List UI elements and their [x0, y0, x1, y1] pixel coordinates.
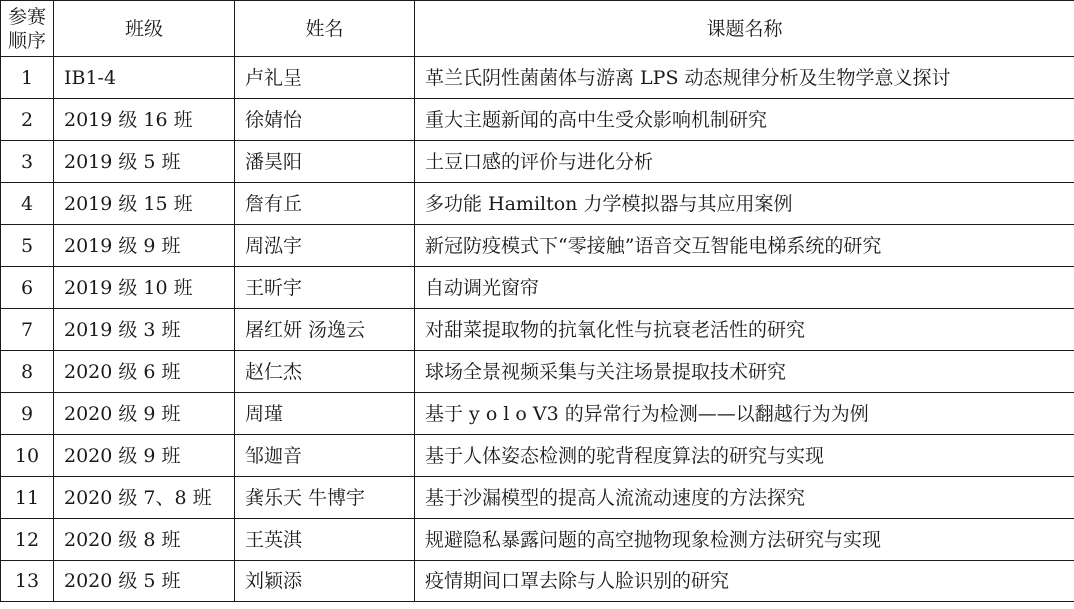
cell-topic: 自动调光窗帘 — [415, 267, 1074, 309]
cell-class: 2019 级 3 班 — [54, 309, 235, 351]
table-body — [1, 57, 1074, 602]
cell-topic: 新冠防疫模式下“零接触”语音交互智能电梯系统的研究 — [415, 225, 1074, 267]
cell-name: 周泓宇 — [235, 225, 415, 267]
cell-order: 4 — [1, 183, 54, 225]
table-row — [1, 183, 1074, 225]
table-row — [1, 351, 1074, 393]
cell-class: 2020 级 6 班 — [54, 351, 235, 393]
cell-name: 赵仁杰 — [235, 351, 415, 393]
header-topic: 课题名称 — [415, 1, 1074, 57]
cell-name: 王英淇 — [235, 519, 415, 561]
cell-class: 2020 级 8 班 — [54, 519, 235, 561]
cell-topic: 基于 y o l o V3 的异常行为检测——以翻越行为为例 — [415, 393, 1074, 435]
cell-topic: 基于沙漏模型的提高人流流动速度的方法探究 — [415, 477, 1074, 519]
cell-order: 3 — [1, 141, 54, 183]
cell-class: 2019 级 5 班 — [54, 141, 235, 183]
cell-topic: 革兰氏阴性菌菌体与游离 LPS 动态规律分析及生物学意义探讨 — [415, 57, 1074, 99]
cell-order: 1 — [1, 57, 54, 99]
table-row — [1, 309, 1074, 351]
table-row — [1, 141, 1074, 183]
cell-class: 2019 级 16 班 — [54, 99, 235, 141]
cell-topic: 球场全景视频采集与关注场景提取技术研究 — [415, 351, 1074, 393]
cell-class: 2019 级 15 班 — [54, 183, 235, 225]
cell-topic: 土豆口感的评价与进化分析 — [415, 141, 1074, 183]
cell-name: 屠红妍 汤逸云 — [235, 309, 415, 351]
cell-name: 潘昊阳 — [235, 141, 415, 183]
table-row — [1, 393, 1074, 435]
cell-name: 詹有丘 — [235, 183, 415, 225]
cell-class: IB1-4 — [54, 57, 235, 99]
cell-order: 5 — [1, 225, 54, 267]
cell-class: 2020 级 9 班 — [54, 393, 235, 435]
header-row — [1, 1, 1074, 57]
header-class: 班级 — [54, 1, 235, 57]
cell-order: 9 — [1, 393, 54, 435]
cell-name: 刘颖添 — [235, 561, 415, 602]
table-row — [1, 477, 1074, 519]
table-row — [1, 99, 1074, 141]
cell-name: 龚乐天 牛博宇 — [235, 477, 415, 519]
cell-class: 2019 级 10 班 — [54, 267, 235, 309]
cell-order: 6 — [1, 267, 54, 309]
cell-name: 卢礼呈 — [235, 57, 415, 99]
cell-topic: 多功能 Hamilton 力学模拟器与其应用案例 — [415, 183, 1074, 225]
cell-order: 7 — [1, 309, 54, 351]
cell-class: 2019 级 9 班 — [54, 225, 235, 267]
table-row — [1, 435, 1074, 477]
cell-name: 王昕宇 — [235, 267, 415, 309]
cell-order: 10 — [1, 435, 54, 477]
cell-order: 12 — [1, 519, 54, 561]
cell-class: 2020 级 7、8 班 — [54, 477, 235, 519]
cell-topic: 重大主题新闻的高中生受众影响机制研究 — [415, 99, 1074, 141]
cell-class: 2020 级 5 班 — [54, 561, 235, 602]
cell-order: 2 — [1, 99, 54, 141]
table-row — [1, 519, 1074, 561]
cell-topic: 疫情期间口罩去除与人脸识别的研究 — [415, 561, 1074, 602]
cell-name: 周瑾 — [235, 393, 415, 435]
cell-order: 8 — [1, 351, 54, 393]
cell-order: 13 — [1, 561, 54, 602]
header-name: 姓名 — [235, 1, 415, 57]
table-row — [1, 225, 1074, 267]
cell-class: 2020 级 9 班 — [54, 435, 235, 477]
cell-name: 邹迦音 — [235, 435, 415, 477]
cell-topic: 对甜菜提取物的抗氧化性与抗衰老活性的研究 — [415, 309, 1074, 351]
table-row — [1, 561, 1074, 602]
header-order: 参赛顺序 — [1, 1, 54, 57]
cell-topic: 规避隐私暴露问题的高空抛物现象检测方法研究与实现 — [415, 519, 1074, 561]
cell-topic: 基于人体姿态检测的驼背程度算法的研究与实现 — [415, 435, 1074, 477]
cell-name: 徐婧怡 — [235, 99, 415, 141]
cell-order: 11 — [1, 477, 54, 519]
table-row — [1, 57, 1074, 99]
table-row — [1, 267, 1074, 309]
